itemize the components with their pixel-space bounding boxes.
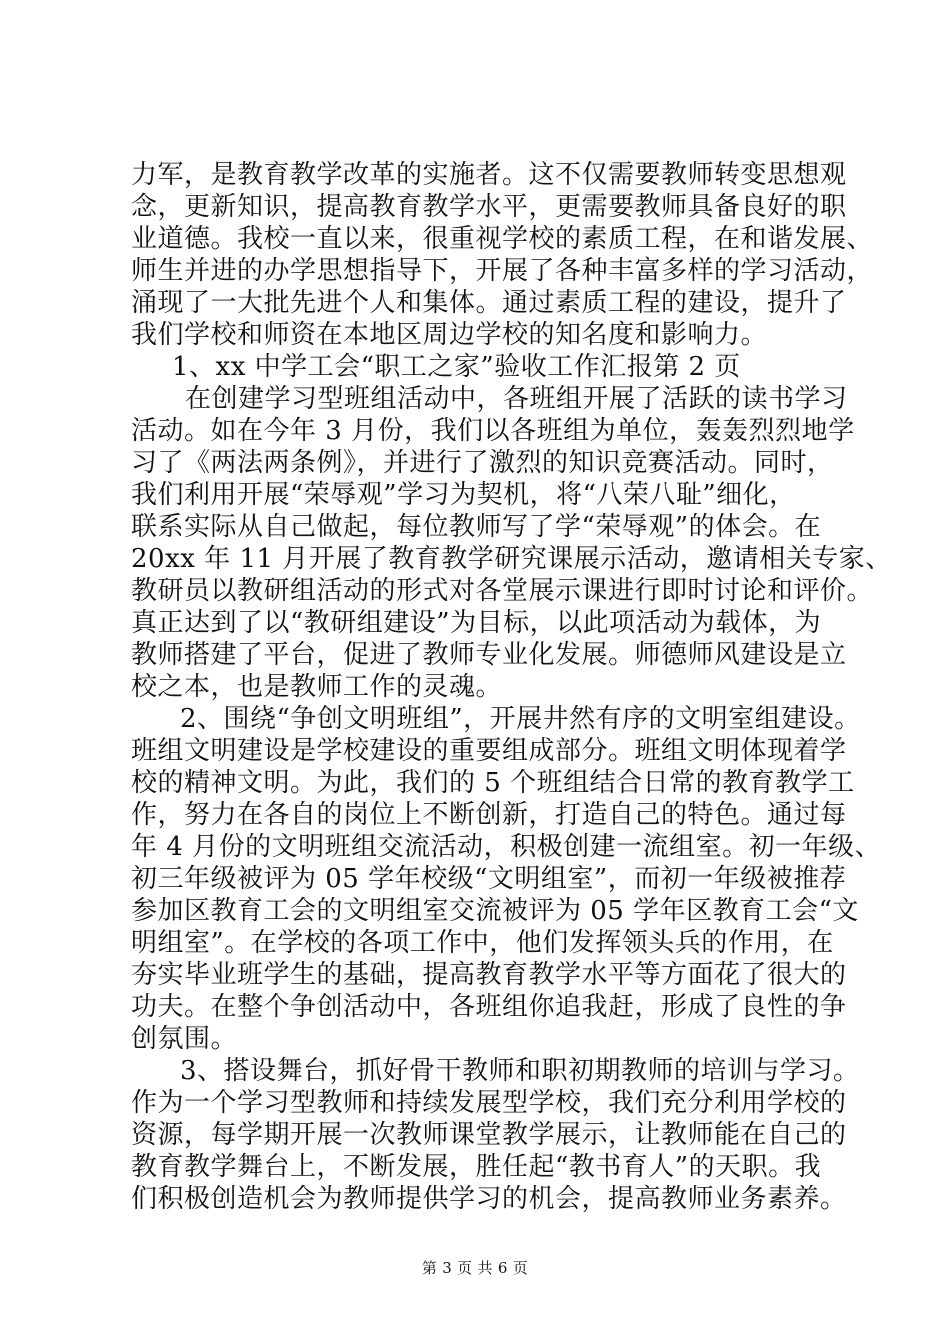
text-line: 教育教学舞台上，不断发展，胜任起“教书育人”的天职。我 [131, 1152, 822, 1182]
text-line: 明组室”。在学校的各项工作中，他们发挥领头兵的作用，在 [131, 928, 834, 958]
text-line: 参加区教育工会的文明组室交流被评为 05 学年区教育工会“文 [131, 896, 859, 926]
text-line: 力军，是教育教学改革的实施者。这不仅需要教师转变思想观 [131, 160, 847, 190]
text-line: 教师搭建了平台，促进了教师专业化发展。师德师风建设是立 [131, 640, 847, 670]
text-line: 真正达到了以“教研组建设”为目标，以此项活动为载体，为 [131, 608, 822, 638]
text-line: 创氛围。 [131, 1024, 238, 1054]
text-line: 初三年级被评为 05 学年校级“文明组室”，而初一年级被推荐 [131, 864, 847, 894]
text-line: 们积极创造机会为教师提供学习的机会，提高教师业务素养。 [131, 1184, 847, 1214]
section-heading: 1、xx 中学工会“职工之家”验收工作汇报第 2 页 [172, 352, 741, 382]
text-line: 班组文明建设是学校建设的重要组成部分。班组文明体现着学 [131, 736, 847, 766]
text-line: 年 4 月份的文明班组交流活动，积极创建一流组室。初一年级、 [131, 832, 882, 862]
text-line: 涌现了一大批先进个人和集体。通过素质工程的建设，提升了 [131, 288, 847, 318]
text-line: 教研员以教研组活动的形式对各堂展示课进行即时讨论和评价。 [131, 576, 874, 606]
text-line: 我们学校和师资在本地区周边学校的知名度和影响力。 [131, 320, 768, 350]
text-line: 联系实际从自己做起，每位教师写了学“荣辱观”的体会。在 [131, 512, 822, 542]
text-line: 活动。如在今年 3 月份，我们以各班组为单位，轰轰烈烈地学 [131, 416, 855, 446]
text-line: 校之本，也是教师工作的灵魂。 [131, 672, 503, 702]
text-line: 资源，每学期开展一次教师课堂教学展示，让教师能在自己的 [131, 1120, 847, 1150]
section-heading: 2、围绕“争创文明班组”，开展井然有序的文明室组建设。 [180, 704, 861, 734]
text-line: 我们利用开展“荣辱观”学习为契机，将“八荣八耻”细化， [131, 480, 796, 510]
text-line: 校的精神文明。为此，我们的 5 个班组结合日常的教育教学工 [131, 768, 855, 798]
text-line: 功夫。在整个争创活动中，各班组你追我赶，形成了良性的争 [131, 992, 847, 1022]
text-line: 习了《两法两条例》，并进行了激烈的知识竞赛活动。同时， [131, 448, 834, 478]
text-line: 作，努力在各自的岗位上不断创新，打造自己的特色。通过每 [131, 800, 847, 830]
section-heading: 3、搭设舞台，抓好骨干教师和职初期教师的培训与学习。 [180, 1056, 860, 1086]
text-line: 夯实毕业班学生的基础，提高教育教学水平等方面花了很大的 [131, 960, 847, 990]
text-line: 在创建学习型班组活动中，各班组开展了活跃的读书学习 [185, 384, 848, 414]
text-line: 作为一个学习型教师和持续发展型学校，我们充分利用学校的 [131, 1088, 847, 1118]
page-footer: 第 3 页 共 6 页 [421, 1259, 529, 1277]
text-line: 20xx 年 11 月开展了教育教学研究课展示活动，邀请相关专家、 [131, 544, 892, 574]
text-line: 业道德。我校一直以来，很重视学校的素质工程，在和谐发展、 [131, 224, 874, 254]
text-line: 念，更新知识，提高教育教学水平，更需要教师具备良好的职 [131, 192, 847, 222]
text-line: 师生并进的办学思想指导下，开展了各种丰富多样的学习活动， [131, 256, 874, 286]
